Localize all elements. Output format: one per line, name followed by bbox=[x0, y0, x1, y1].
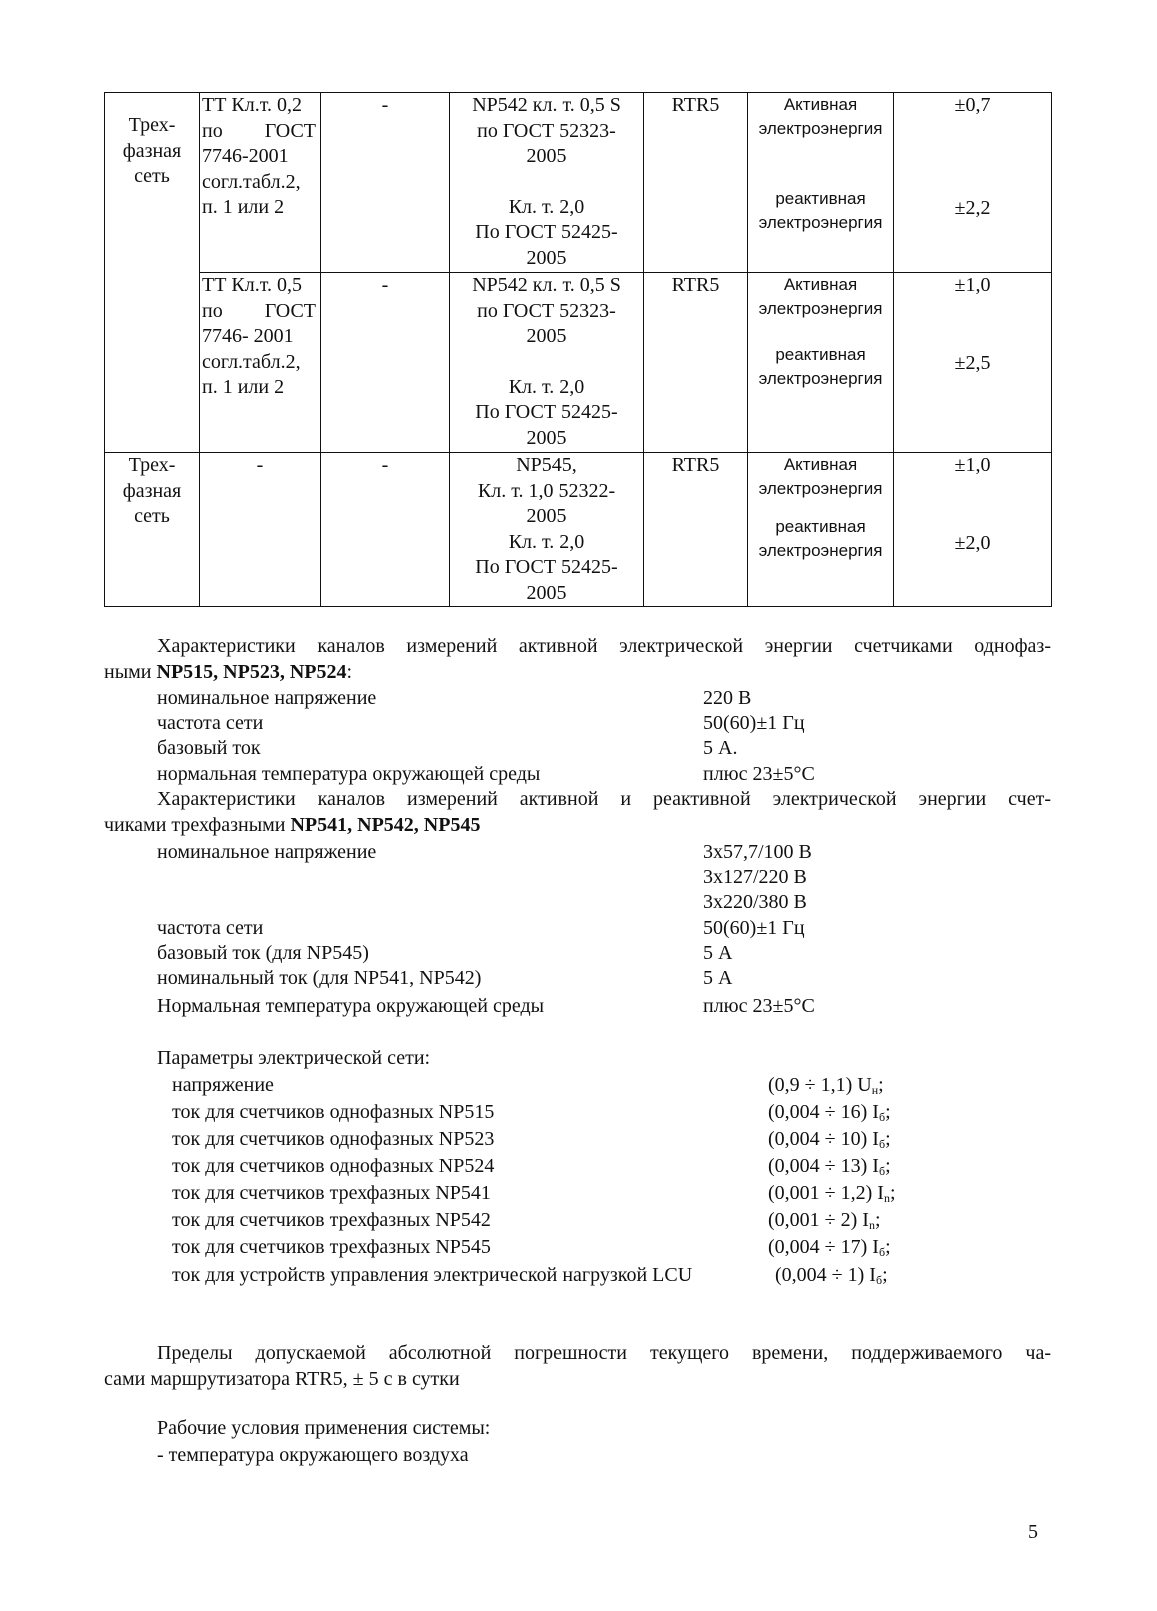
net-param-value bbox=[768, 1100, 891, 1125]
network-label-line: сеть bbox=[134, 165, 170, 187]
net-param-label: ток для устройств управления электрической нагрузкой LCU bbox=[172, 1264, 693, 1286]
current-transformer-cell: - bbox=[200, 453, 321, 607]
network-label-line: фазная bbox=[122, 139, 182, 162]
table-row bbox=[105, 93, 1052, 273]
time-error-line2: сами маршрутизатора RTR5, ± 5 с в сутки bbox=[104, 1367, 460, 1390]
energy-type-cell bbox=[748, 453, 894, 607]
value-text: (0,004 ÷ 13) I bbox=[768, 1155, 879, 1177]
value-sub: б bbox=[878, 1164, 886, 1178]
tt-table-ref: согл.табл.2, bbox=[202, 350, 301, 373]
tt-class-text: ТТ Кл.т. 0,5 bbox=[202, 274, 302, 296]
value-sub: б bbox=[878, 1137, 886, 1151]
net-param-label: ток для счетчиков трехфазных NP541 bbox=[172, 1182, 491, 1204]
time-error-line1: Пределы допускаемой абсолютной погрешности текущего времени, поддерживаемого ча- bbox=[157, 1342, 1051, 1364]
router-cell: RTR5 bbox=[644, 453, 748, 607]
table-row bbox=[105, 273, 1052, 453]
time-error-paragraph bbox=[104, 1341, 1051, 1392]
voltage-transformer-cell: - bbox=[321, 93, 450, 273]
page-number: 5 bbox=[1028, 1521, 1038, 1543]
param-value: 220 В bbox=[703, 687, 752, 709]
param-label: номинальное напряжение bbox=[157, 841, 377, 863]
meter-reactive-class: Кл. т. 2,0 bbox=[508, 195, 585, 218]
meter-reactive-standard: По ГОСТ 52425- bbox=[475, 401, 618, 423]
param-label: частота сети bbox=[157, 712, 264, 734]
value-sub: n bbox=[883, 1191, 890, 1205]
param-value: 3х127/220 В bbox=[703, 866, 807, 888]
energy-reactive-label-2: электроэнергия bbox=[758, 369, 883, 388]
energy-reactive-label-2: электроэнергия bbox=[758, 541, 883, 560]
value-sub: н bbox=[871, 1083, 879, 1097]
voltage-transformer-cell: - bbox=[321, 273, 450, 453]
error-reactive-value: ±2,0 bbox=[954, 531, 991, 554]
three-phase-intro-line1: Характеристики каналов измерений активной и реактивной электрической энергии счет- bbox=[157, 788, 1051, 810]
net-param-value bbox=[768, 1235, 891, 1260]
meter-reactive-standard: По ГОСТ 52425- bbox=[475, 556, 618, 578]
voltage-transformer-cell: - bbox=[321, 453, 450, 607]
value-text: (0,001 ÷ 1,2) I bbox=[768, 1182, 884, 1204]
three-phase-intro-line2 bbox=[104, 814, 480, 836]
value-text: (0,004 ÷ 1) I bbox=[775, 1264, 876, 1286]
network-label-line: фазная bbox=[122, 479, 182, 502]
value-sub: б bbox=[875, 1273, 883, 1287]
error-reactive-value: ±2,2 bbox=[954, 196, 991, 219]
net-param-value bbox=[768, 1208, 881, 1233]
param-value: плюс 23±5°С bbox=[703, 763, 815, 785]
meter-reactive-year: 2005 bbox=[526, 581, 567, 604]
three-phase-intro bbox=[104, 787, 1051, 838]
tt-standard-number: 7746-2001 bbox=[202, 145, 289, 167]
network-label-line: Трех- bbox=[128, 114, 176, 136]
net-param-value bbox=[768, 1127, 891, 1152]
param-label: базовый ток bbox=[157, 737, 261, 759]
net-param-label: ток для счетчиков трехфазных NP545 bbox=[172, 1236, 491, 1258]
energy-active-label: Активная bbox=[783, 95, 858, 114]
energy-active-label: Активная bbox=[783, 275, 858, 294]
operating-conditions-heading: Рабочие условия применения системы: bbox=[157, 1417, 491, 1439]
error-reactive-value: ±2,5 bbox=[954, 351, 991, 374]
network-type-cell bbox=[105, 453, 200, 607]
meter-standard: Кл. т. 1,0 52322- bbox=[477, 479, 616, 502]
net-param-value bbox=[775, 1263, 888, 1288]
meter-reactive-year: 2005 bbox=[526, 426, 567, 449]
value-tail: ; bbox=[889, 1182, 896, 1204]
net-param-value bbox=[768, 1154, 891, 1179]
meter-cell bbox=[450, 93, 644, 273]
param-label: номинальное напряжение bbox=[157, 687, 377, 709]
value-sub: б bbox=[878, 1110, 886, 1124]
energy-active-label-2: электроэнергия bbox=[758, 299, 883, 318]
single-phase-intro bbox=[104, 634, 1051, 685]
tt-standard-number: 7746- 2001 bbox=[202, 325, 294, 347]
param-value: 50(60)±1 Гц bbox=[703, 712, 805, 734]
meter-standard: по ГОСТ 52323- bbox=[477, 119, 616, 142]
param-label: базовый ток (для NP545) bbox=[157, 942, 369, 964]
tt-table-ref: согл.табл.2, bbox=[202, 170, 301, 193]
energy-reactive-label: реактивная bbox=[775, 189, 866, 208]
meter-cell bbox=[450, 453, 644, 607]
intro-prefix: чиками трехфазными bbox=[104, 813, 291, 836]
value-text: (0,004 ÷ 17) I bbox=[768, 1236, 879, 1258]
value-tail: ; bbox=[882, 1264, 888, 1286]
meter-models-bold: NP541, NP542, NP545 bbox=[290, 813, 481, 836]
network-type-cell bbox=[105, 93, 200, 453]
value-tail: ; bbox=[878, 1074, 884, 1096]
net-param-label: ток для счетчиков трехфазных NP542 bbox=[172, 1209, 491, 1231]
meter-reactive-class: Кл. т. 2,0 bbox=[508, 375, 585, 398]
param-value: 5 А bbox=[703, 967, 733, 989]
param-value: 50(60)±1 Гц bbox=[703, 917, 805, 939]
meter-standard-year: 2005 bbox=[526, 145, 567, 167]
value-sub: б bbox=[878, 1245, 886, 1259]
network-label-line: сеть bbox=[134, 505, 170, 527]
network-label-line: Трех- bbox=[128, 454, 176, 476]
net-param-value bbox=[768, 1181, 896, 1206]
meter-models-bold: NP515, NP523, NP524 bbox=[156, 660, 347, 683]
value-tail: ; bbox=[885, 1101, 891, 1123]
energy-active-label-2: электроэнергия bbox=[758, 479, 883, 498]
meter-model: NP545, bbox=[516, 454, 577, 476]
meter-standard-year: 2005 bbox=[526, 505, 567, 527]
param-value: 5 А bbox=[703, 942, 733, 964]
error-limit-cell bbox=[894, 273, 1052, 453]
value-tail: ; bbox=[885, 1128, 891, 1150]
net-param-label: напряжение bbox=[172, 1074, 274, 1096]
intro-prefix: ными bbox=[104, 660, 157, 683]
single-phase-intro-line2 bbox=[104, 661, 352, 683]
meter-standard-year: 2005 bbox=[526, 325, 567, 347]
value-text: (0,001 ÷ 2) I bbox=[768, 1209, 869, 1231]
tt-clause-ref: п. 1 или 2 bbox=[202, 196, 285, 218]
param-label: Нормальная температура окружающей среды bbox=[157, 995, 545, 1017]
meter-standard: по ГОСТ 52323- bbox=[477, 299, 616, 322]
energy-type-cell bbox=[748, 93, 894, 273]
param-value: 3х220/380 В bbox=[703, 891, 807, 913]
tt-class-text: ТТ Кл.т. 0,2 bbox=[202, 94, 302, 116]
param-label: частота сети bbox=[157, 917, 264, 939]
energy-reactive-label: реактивная bbox=[775, 345, 866, 364]
energy-reactive-label-2: электроэнергия bbox=[758, 213, 883, 232]
param-value: 3х57,7/100 В bbox=[703, 841, 812, 863]
param-label: нормальная температура окружающей среды bbox=[157, 763, 541, 785]
value-tail: ; bbox=[874, 1209, 881, 1231]
router-cell: RTR5 bbox=[644, 273, 748, 453]
error-active-value: ±1,0 bbox=[954, 274, 991, 296]
net-param-label: ток для счетчиков однофазных NP515 bbox=[172, 1101, 495, 1123]
error-active-value: ±0,7 bbox=[954, 94, 991, 116]
energy-type-cell bbox=[748, 273, 894, 453]
energy-active-label-2: электроэнергия bbox=[758, 119, 883, 138]
current-transformer-cell bbox=[200, 93, 321, 273]
value-tail: ; bbox=[885, 1155, 891, 1177]
value-text: (0,004 ÷ 16) I bbox=[768, 1101, 879, 1123]
net-param-label: ток для счетчиков однофазных NP524 bbox=[172, 1155, 495, 1177]
tt-standard-line: по ГОСТ bbox=[202, 119, 316, 142]
tt-standard-line: по ГОСТ bbox=[202, 299, 316, 322]
energy-active-label: Активная bbox=[783, 455, 858, 474]
error-limit-cell bbox=[894, 453, 1052, 607]
value-tail: ; bbox=[885, 1236, 891, 1258]
intro-suffix: : bbox=[346, 660, 353, 683]
table-row bbox=[105, 453, 1052, 607]
meter-model: NP542 кл. т. 0,5 S bbox=[472, 94, 621, 116]
single-phase-intro-line1: Характеристики каналов измерений активной электрической энергии счетчиками однофаз- bbox=[157, 635, 1051, 657]
router-cell: RTR5 bbox=[644, 93, 748, 273]
current-transformer-cell bbox=[200, 273, 321, 453]
meter-reactive-year: 2005 bbox=[526, 246, 567, 269]
operating-condition-item: - температура окружающего воздуха bbox=[157, 1444, 469, 1466]
value-sub: n bbox=[868, 1218, 875, 1232]
network-params-heading: Параметры электрической сети: bbox=[157, 1047, 431, 1069]
value-text: (0,004 ÷ 10) I bbox=[768, 1128, 879, 1150]
meter-reactive-class: Кл. т. 2,0 bbox=[508, 530, 585, 553]
meter-model: NP542 кл. т. 0,5 S bbox=[472, 274, 621, 296]
error-limit-cell bbox=[894, 93, 1052, 273]
param-value: 5 А. bbox=[703, 737, 738, 759]
value-text: (0,9 ÷ 1,1) U bbox=[768, 1074, 872, 1096]
error-active-value: ±1,0 bbox=[954, 454, 991, 476]
param-value: плюс 23±5°С bbox=[703, 995, 815, 1017]
meter-reactive-standard: По ГОСТ 52425- bbox=[475, 221, 618, 243]
param-label: номинальный ток (для NP541, NP542) bbox=[157, 967, 482, 989]
measurement-channels-table bbox=[104, 92, 1052, 607]
energy-reactive-label: реактивная bbox=[775, 517, 866, 536]
meter-cell bbox=[450, 273, 644, 453]
net-param-label: ток для счетчиков однофазных NP523 bbox=[172, 1128, 495, 1150]
net-param-value bbox=[768, 1073, 884, 1098]
tt-clause-ref: п. 1 или 2 bbox=[202, 376, 285, 398]
